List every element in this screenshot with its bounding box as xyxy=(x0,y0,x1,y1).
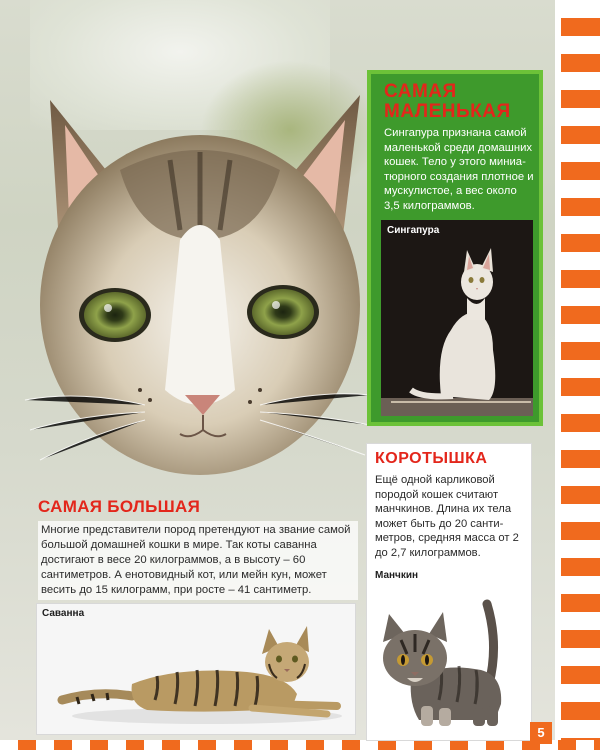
largest-title: САМАЯ БОЛЬШАЯ xyxy=(38,497,201,516)
savanna-photo xyxy=(36,603,356,735)
page-number: 5 xyxy=(530,722,552,744)
shortest-title: КОРОТЫШКА xyxy=(375,450,488,467)
munchkin-cat-illustration xyxy=(371,584,527,736)
shortest-text: Ещё одной карликовой породой кошек считают манчкинов. Длина их тела может быть до 20 санти-метров, средняя масса от 2 до 2,7 килограммов. xyxy=(375,474,519,559)
munchkin-photo-label: Манчкин xyxy=(375,570,419,581)
right-striped-border xyxy=(555,0,600,740)
singapura-photo-label: Сингапура xyxy=(387,225,440,236)
smallest-text: Сингапура признана самой маленькой среди домашних кошек. Тело у этого миниа-тюрного создания плотное и мускулистое, а вес около 3,5 килограммов. xyxy=(384,127,534,212)
border-gap xyxy=(555,0,561,740)
main-cat-photo xyxy=(20,90,370,480)
munchkin-photo xyxy=(371,584,527,736)
singapura-cat-illustration xyxy=(381,220,533,416)
bottom-striped-border xyxy=(0,740,600,750)
smallest-cat-box xyxy=(367,70,543,426)
smallest-title xyxy=(384,82,534,122)
smallest-title-line1: САМАЯ xyxy=(384,81,457,102)
shortest-cat-box xyxy=(366,443,532,741)
savanna-cat-illustration xyxy=(37,604,355,734)
singapura-photo xyxy=(381,220,533,416)
savanna-photo-label: Саванна xyxy=(42,608,85,619)
smallest-title-line2: МАЛЕНЬКАЯ xyxy=(384,101,511,122)
largest-text: Многие представители пород претендуют на звание самой большой домашней кошки в мире. Так коты саванна достигают в весе 20 килограммов, а в высоту – 60 сантиметров. А енотовидный кот, или мейн кун, может весить до 15 килограмм, при росте – 41 сантиметр. xyxy=(38,521,358,600)
